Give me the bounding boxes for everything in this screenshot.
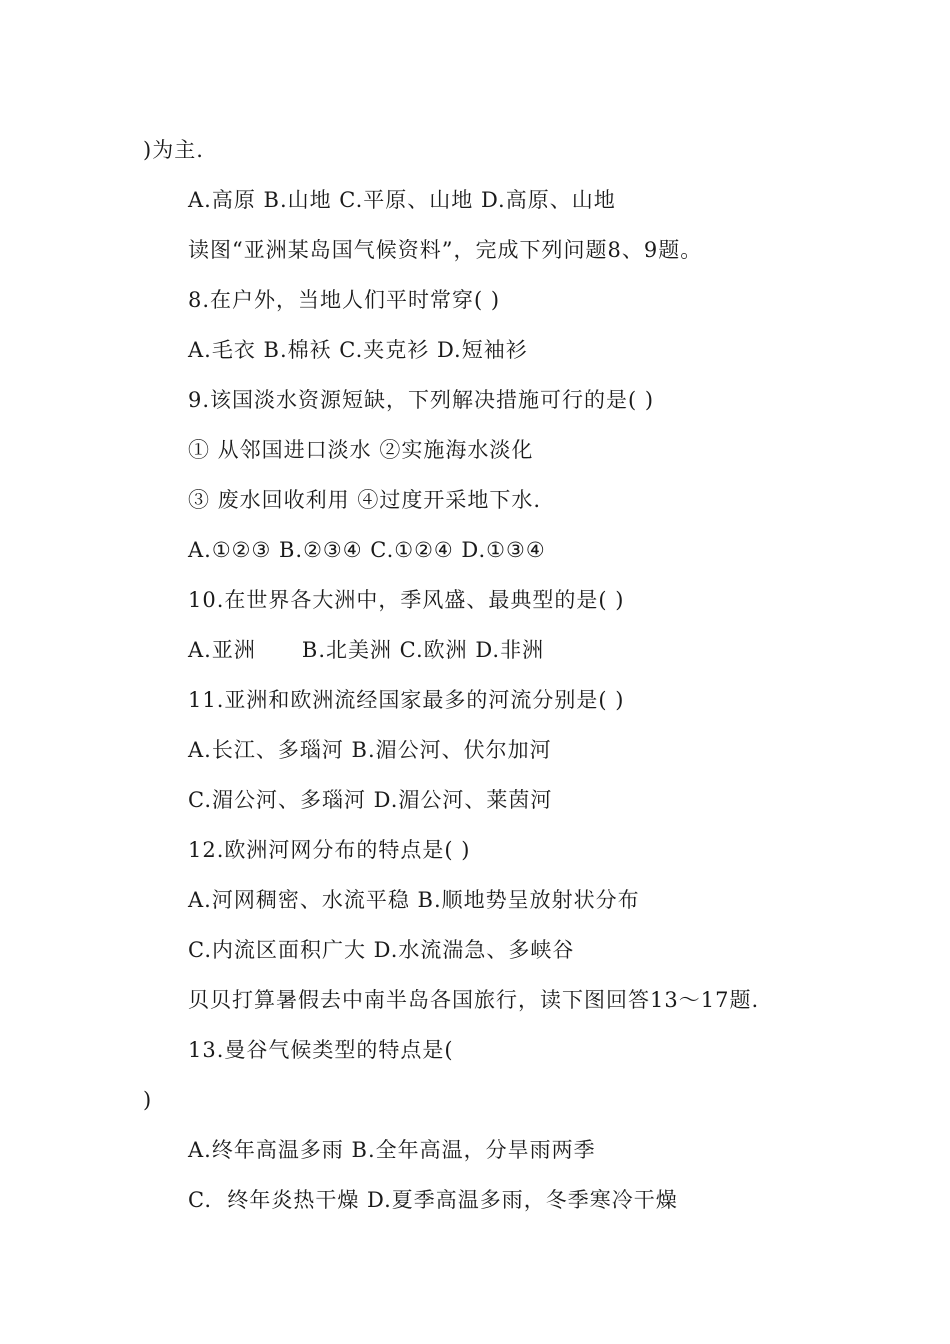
q11-stem: 11.亚洲和欧洲流经国家最多的河流分别是( ) <box>188 688 625 712</box>
q13-stem: 13.曼谷气候类型的特点是( <box>188 1038 454 1062</box>
q13-stem-continuation: ) <box>143 1088 153 1112</box>
q9-statements-2: ③ 废水回收利用 ④过度开采地下水. <box>188 488 542 512</box>
instruction-q13-q17: 贝贝打算暑假去中南半岛各国旅行，读下图回答13～17题. <box>188 988 760 1012</box>
q9-stem: 9.该国淡水资源短缺，下列解决措施可行的是( ) <box>188 388 655 412</box>
instruction-q8-q9: 读图“亚洲某岛国气候资料”，完成下列问题8、9题。 <box>188 238 703 262</box>
q13-options-2: C. 终年炎热干燥 D.夏季高温多雨，冬季寒冷干燥 <box>188 1188 678 1212</box>
q8-options: A.毛衣 B.棉袄 C.夹克衫 D.短袖衫 <box>188 338 528 362</box>
q10-options: A.亚洲 B.北美洲 C.欧洲 D.非洲 <box>188 638 545 662</box>
q10-stem: 10.在世界各大洲中，季风盛、最典型的是( ) <box>188 588 625 612</box>
q9-options: A.①②③ B.②③④ C.①②④ D.①③④ <box>188 538 546 562</box>
q12-options-2: C.内流区面积广大 D.水流湍急、多峡谷 <box>188 938 575 962</box>
q11-options-1: A.长江、多瑙河 B.湄公河、伏尔加河 <box>188 738 552 762</box>
q13-options-1: A.终年高温多雨 B.全年高温，分旱雨两季 <box>188 1138 596 1162</box>
q12-stem: 12.欧洲河网分布的特点是( ) <box>188 838 471 862</box>
q7-options: A.高原 B.山地 C.平原、山地 D.高原、山地 <box>188 188 616 212</box>
q11-options-2: C.湄公河、多瑙河 D.湄公河、莱茵河 <box>188 788 553 812</box>
q8-stem: 8.在户外，当地人们平时常穿( ) <box>188 288 501 312</box>
text-line-continuation: )为主. <box>143 138 204 162</box>
q9-statements-1: ① 从邻国进口淡水 ②实施海水淡化 <box>188 438 534 462</box>
q12-options-1: A.河网稠密、水流平稳 B.顺地势呈放射状分布 <box>188 888 640 912</box>
